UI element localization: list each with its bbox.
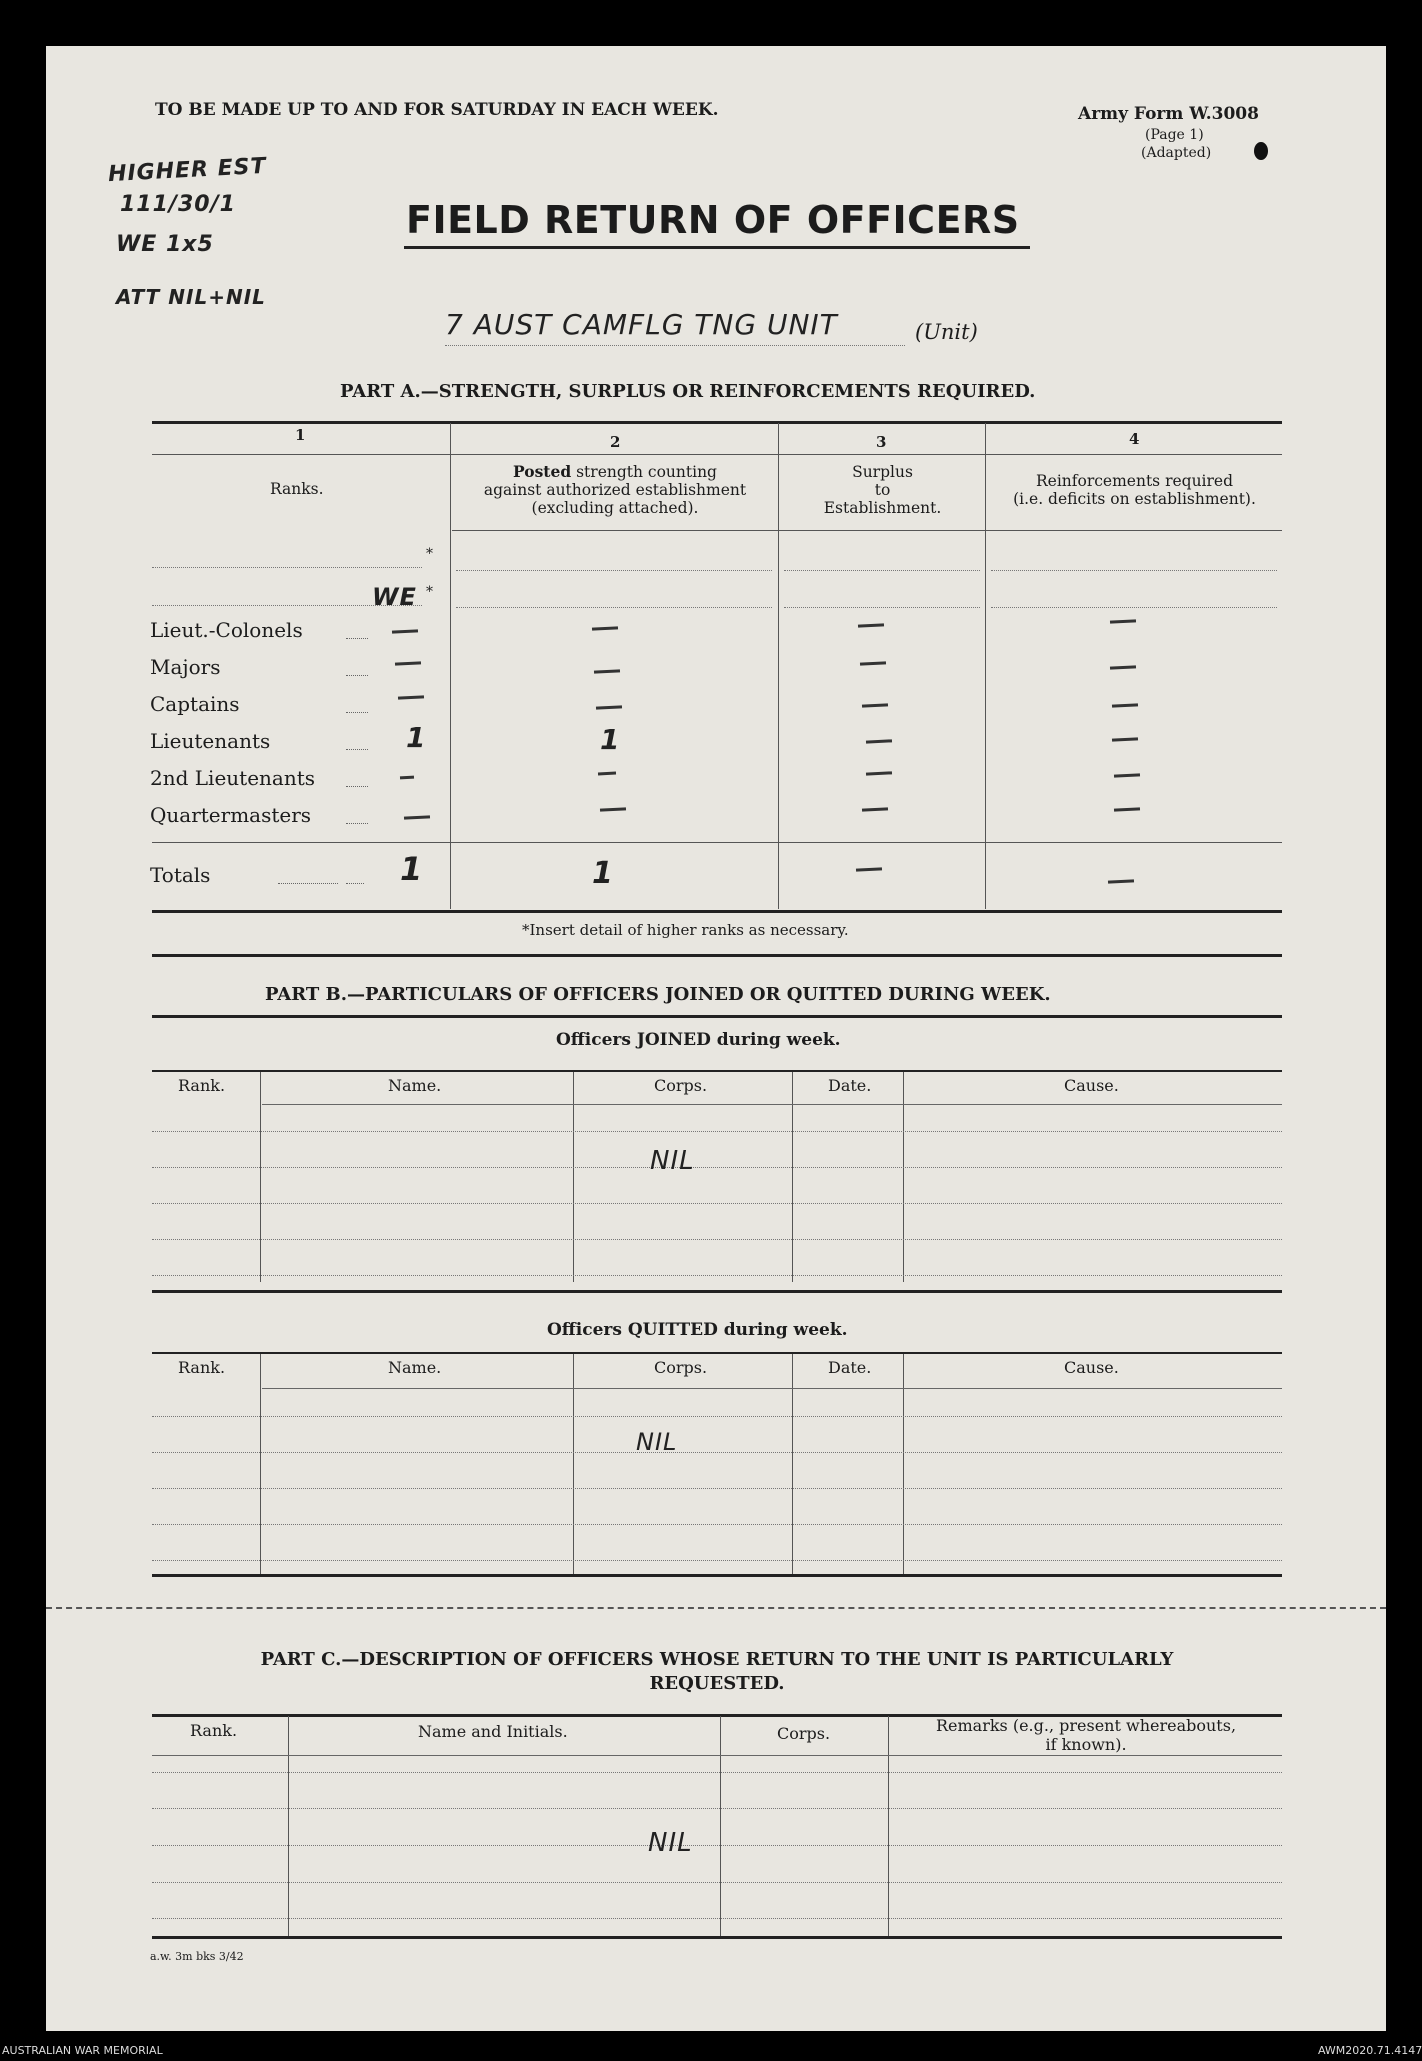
unit-label: (Unit) [915,320,978,344]
part-b-title: PART B.—PARTICULARS OF OFFICERS JOINED OR QUITTED DURING WEEK. [265,984,1051,1005]
part-a-divider-3 [985,423,986,909]
part-c-col-rank: Rank. [190,1721,238,1740]
joined-col-date: Date. [828,1076,872,1095]
rank-label: Lieut.-Colonels [150,618,303,642]
quitted-entry: NIL [636,1428,678,1456]
col-surplus-line2: to [874,481,891,499]
col-ranks-header: Ranks. [270,480,324,498]
print-code: a.w. 3m bks 3/42 [150,1950,244,1963]
col-reinf-line2: (i.e. deficits on establishment). [1013,490,1256,508]
quitted-row-3 [152,1488,1282,1489]
rank-label: Lieutenants [150,729,271,753]
punch-hole [1254,142,1268,160]
col-reinf-line1: Reinforcements required [1035,472,1234,490]
totals-posted: 1 [592,856,614,891]
part-c-title [152,1648,1282,1696]
part-a-divider-1 [450,423,451,909]
part-c-row-5 [152,1918,1282,1919]
title-underline [404,246,1030,249]
col-number-3: 3 [876,433,887,451]
part-c-entry: NIL [648,1828,693,1858]
joined-row-4 [152,1239,1282,1240]
remarks-line-2: if known). [1045,1735,1127,1754]
part-c-header-rule [152,1755,1282,1756]
joined-table-top [152,1070,1282,1072]
asterisk-2: * [426,584,433,600]
part-c-col-remarks [890,1716,1282,1754]
rank-label: Majors [150,655,221,679]
quitted-col-date: Date. [828,1358,872,1377]
posted-value: 1 [600,723,621,756]
quitted-row-2 [152,1452,1282,1453]
quitted-table-bottom [152,1574,1282,1577]
quitted-header-rule [262,1388,1282,1389]
rank-label: 2nd Lieutenants [150,766,316,790]
joined-col-corps: Corps. [654,1076,708,1095]
joined-row-2 [152,1167,1282,1168]
blank-row-dots-c4a [991,570,1277,571]
joined-header-rule [262,1104,1282,1105]
part-c-title-line-2: REQUESTED. [649,1673,785,1694]
joined-entry: NIL [650,1146,695,1176]
col-surplus-line3: Establishment. [823,499,942,517]
col-posted-bold: Posted [513,462,572,481]
joined-row-5 [152,1275,1282,1276]
blank-row-dots-c2b [456,607,772,608]
quitted-col-sep-3 [792,1354,793,1574]
rank-label: Captains [150,692,240,716]
rank-dot-leader [346,749,368,750]
blank-row-dots-c4b [991,607,1277,608]
remarks-line-1: Remarks (e.g., present whereabouts, [935,1716,1237,1735]
col-surplus-line1: Surplus [852,463,913,481]
part-c-table-bottom [152,1936,1282,1939]
part-a-divider-2 [778,423,779,909]
blank-rank-row-1 [152,567,422,568]
blank-row-dots-c2a [456,570,772,571]
part-b-top-rule [152,1015,1282,1018]
joined-col-rank: Rank. [178,1076,226,1095]
archive-footer-left: AUSTRALIAN WAR MEMORIAL [2,2044,163,2057]
instruction-text: TO BE MADE UP TO AND FOR SATURDAY IN EACH WEEK. [155,100,719,120]
establishment-value: 1 [406,721,427,754]
form-page: (Page 1) [1145,127,1204,143]
unit-value: 7 AUST CAMFLG TNG UNIT [445,308,838,341]
joined-row-3 [152,1203,1282,1204]
part-c-row-1 [152,1772,1282,1773]
quitted-col-sep-2 [573,1354,574,1574]
col-posted-line3: (excluding attached). [531,499,699,517]
part-a-header-rule [452,530,1282,531]
part-a-number-rule [152,454,1282,455]
part-c-col-sep-2 [720,1716,721,1936]
annotation-line-1: HIGHER EST [107,153,268,188]
part-c-row-2 [152,1808,1282,1809]
col-number-4: 4 [1129,430,1140,448]
annotation-line-3: WE 1x5 [116,232,214,257]
totals-label: Totals [150,863,211,887]
col-number-2: 2 [610,433,621,451]
rank-dot-leader [346,638,368,639]
joined-table-bottom [152,1290,1282,1293]
quitted-col-sep-4 [903,1354,904,1574]
part-a-footnote: *Insert detail of higher ranks as necessary. [522,921,849,939]
part-a-bottom-rule [152,910,1282,913]
part-a-title: PART A.—STRENGTH, SURPLUS OR REINFORCEMENTS REQUIRED. [340,381,1036,402]
quitted-row-4 [152,1524,1282,1525]
unit-dotted-line [445,345,905,346]
part-c-row-4 [152,1882,1282,1883]
col-posted-header [452,463,778,517]
rank-dot-leader [346,675,368,676]
quitted-col-name: Name. [388,1358,442,1377]
col-reinforcements-header [987,472,1282,508]
part-a-end-rule [152,954,1282,957]
annotation-line-4: ATT NIL+NIL [116,285,266,309]
quitted-col-sep-1 [260,1354,261,1574]
asterisk-1: * [426,546,433,562]
rank-label: Quartermasters [150,803,312,827]
part-c-col-corps: Corps. [777,1724,831,1743]
joined-col-name: Name. [388,1076,442,1095]
part-c-row-3 [152,1845,1282,1846]
annotation-line-2: 111/30/1 [120,192,236,217]
col-surplus-header [780,463,985,517]
joined-col-sep-1 [260,1072,261,1282]
part-c-col-sep-1 [288,1716,289,1936]
quitted-col-rank: Rank. [178,1358,226,1377]
part-a-top-rule [152,421,1282,424]
rank-dot-leader [346,823,368,824]
joined-col-cause: Cause. [1064,1076,1119,1095]
totals-dot-leader-2 [346,883,364,884]
perforation-line [46,1607,1386,1609]
quitted-col-cause: Cause. [1064,1358,1119,1377]
page-title: FIELD RETURN OF OFFICERS [406,198,1020,242]
blank-row-dots-c3b [784,607,980,608]
quitted-col-corps: Corps. [654,1358,708,1377]
col-number-1: 1 [295,426,306,444]
form-number: Army Form W.3008 [1078,104,1259,124]
quitted-row-1 [152,1416,1282,1417]
quitted-table-top [152,1352,1282,1354]
col-posted-rest: strength counting [571,463,717,481]
part-c-col-name: Name and Initials. [418,1722,568,1741]
joined-row-1 [152,1131,1282,1132]
rank-dot-leader [346,786,368,787]
totals-establishment: 1 [400,850,424,888]
part-c-col-sep-3 [888,1716,889,1936]
archive-footer-right: AWM2020.71.4147 [1318,2044,1422,2057]
part-a-totals-rule [152,842,1282,843]
joined-title: Officers JOINED during week. [556,1030,841,1050]
quitted-title: Officers QUITTED during week. [547,1320,848,1340]
form-adapted: (Adapted) [1141,145,1212,161]
rank-dot-leader [346,712,368,713]
blank-row-dots-c3a [784,570,980,571]
totals-dot-leader [278,883,338,884]
col-posted-line2: against authorized establishment [483,481,747,499]
we-annotation: WE [372,583,417,611]
quitted-row-5 [152,1560,1282,1561]
part-c-title-line-1: PART C.—DESCRIPTION OF OFFICERS WHOSE RETURN TO THE UNIT IS PARTICULARLY [260,1649,1174,1670]
